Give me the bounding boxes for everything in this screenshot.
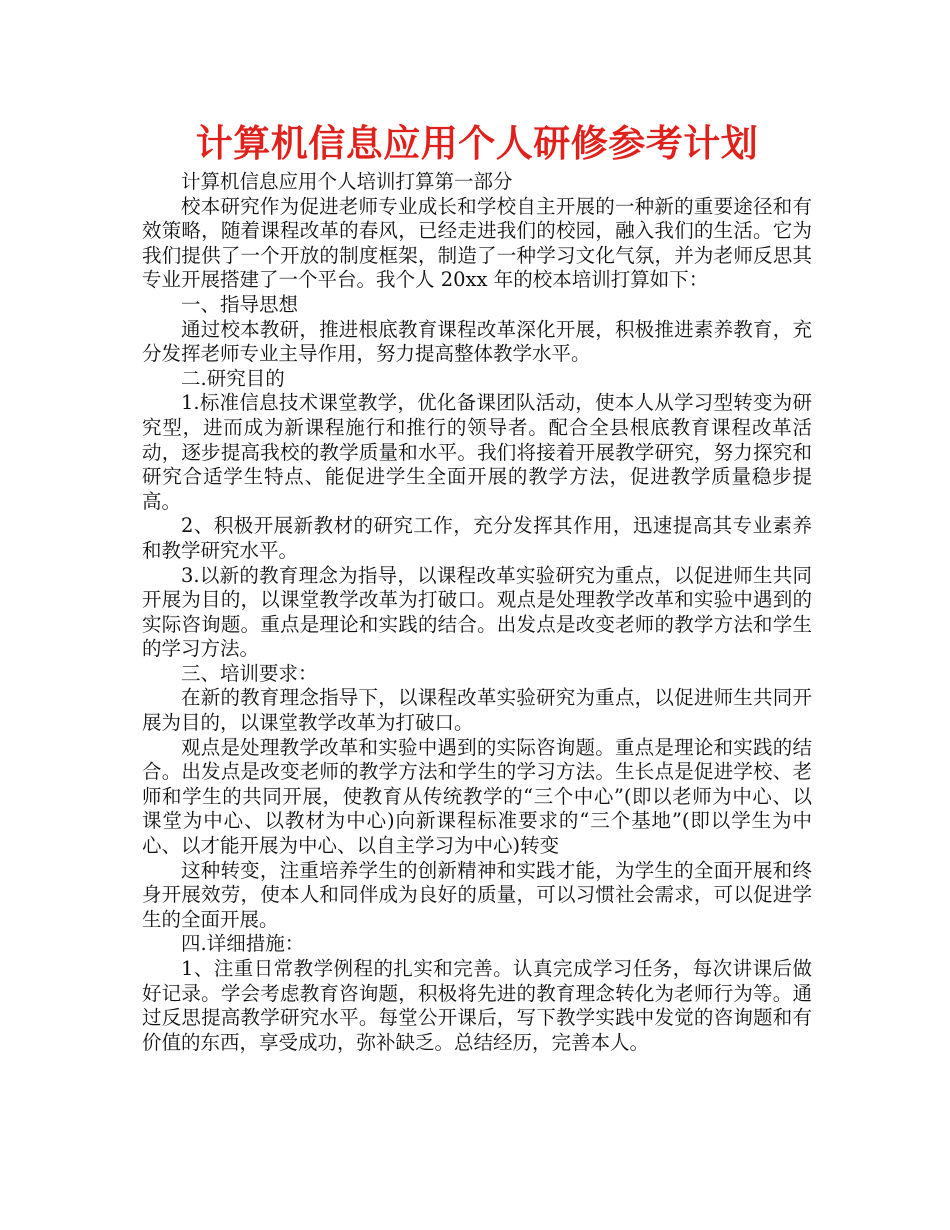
paragraph-purpose-2: 2、积极开展新教材的研究工作，充分发挥其作用，迅速提高其专业素养和教学研究水平。 xyxy=(142,514,812,562)
document-page xyxy=(142,118,812,1055)
paragraph-requirements-3: 这种转变，注重培养学生的创新精神和实践才能，为学生的全面开展和终身开展效劳，使本人和同伴成为良好的质量，可以习惯社会需求，可以促进学生的全面开展。 xyxy=(142,858,812,931)
paragraph-intro: 校本研究作为促进老师专业成长和学校自主开展的一种新的重要途径和有效策略，随着课程改革的春风，已经走进我们的校园，融入我们的生活。它为我们提供了一个开放的制度框架，制造了一种学习文化气氛，并为老师反思其专业开展搭建了一个平台。我个人 20xx 年的校本培训打算如下： xyxy=(142,194,812,292)
paragraph-requirements-1: 在新的教育理念指导下，以课程改革实验研究为重点，以促进师生共同开展为目的，以课堂教学改革为打破口。 xyxy=(142,686,812,735)
paragraph-purpose-3: 3.以新的教育理念为指导，以课程改革实验研究为重点，以促进师生共同开展为目的，以课堂教学改革为打破口。观点是处理教学改革和实验中遇到的实际咨询题。重点是理论和实践的结合。出发点是改变老师的教学方法和学生的学习方法。 xyxy=(142,563,812,661)
section-heading-research-purpose: 二.研究目的 xyxy=(181,366,285,390)
section-heading-training-requirements: 三、培训要求： xyxy=(181,661,318,685)
paragraph-measures-1: 1、注重日常教学例程的扎实和完善。认真完成学习任务，每次讲课后做好记录。学会考虑教育咨询题，积极将先进的教育理念转化为老师行为等。通过反思提高教学研究水平。每堂公开课后，写下教学实践中发觉的咨询题和有价值的东西，享受成功，弥补缺乏。总结经历，完善本人。 xyxy=(142,957,812,1054)
paragraph-requirements-2: 观点是处理教学改革和实验中遇到的实际咨询题。重点是理论和实践的结合。出发点是改变老师的教学方法和学生的学习方法。生长点是促进学校、老师和学生的共同开展，使教育从传统教学的“三个中心”(即以老师为中心、以课堂为中心、以教材为中心)向新课程标准要求的“三个基地”(即以学生为中心、以才能开展为中心、以自主学习为中心)转变 xyxy=(142,735,812,858)
section-heading-guiding-thought: 一、指导思想 xyxy=(181,292,299,316)
paragraph-part-heading: 计算机信息应用个人培训打算第一部分 xyxy=(181,170,513,193)
section-heading-detailed-measures: 四.详细措施： xyxy=(181,932,305,956)
paragraph-guiding-thought: 通过校本教研，推进根底教育课程改革深化开展，积极推进素养教育，充分发挥老师专业主导作用，努力提高整体教学水平。 xyxy=(142,317,812,366)
paragraph-purpose-1: 1.标准信息技术课堂教学，优化备课团队活动，使本人从学习型转变为研究型，进而成为新课程施行和推行的领导者。配合全县根底教育课程改革活动，逐步提高我校的教学质量和水平。我们将接着开展教学研究，努力探究和研究合适学生特点、能促进学生全面开展的教学方法，促进教学质量稳步提高。 xyxy=(142,391,812,513)
document-title: 计算机信息应用个人研修参考计划 xyxy=(195,122,759,165)
